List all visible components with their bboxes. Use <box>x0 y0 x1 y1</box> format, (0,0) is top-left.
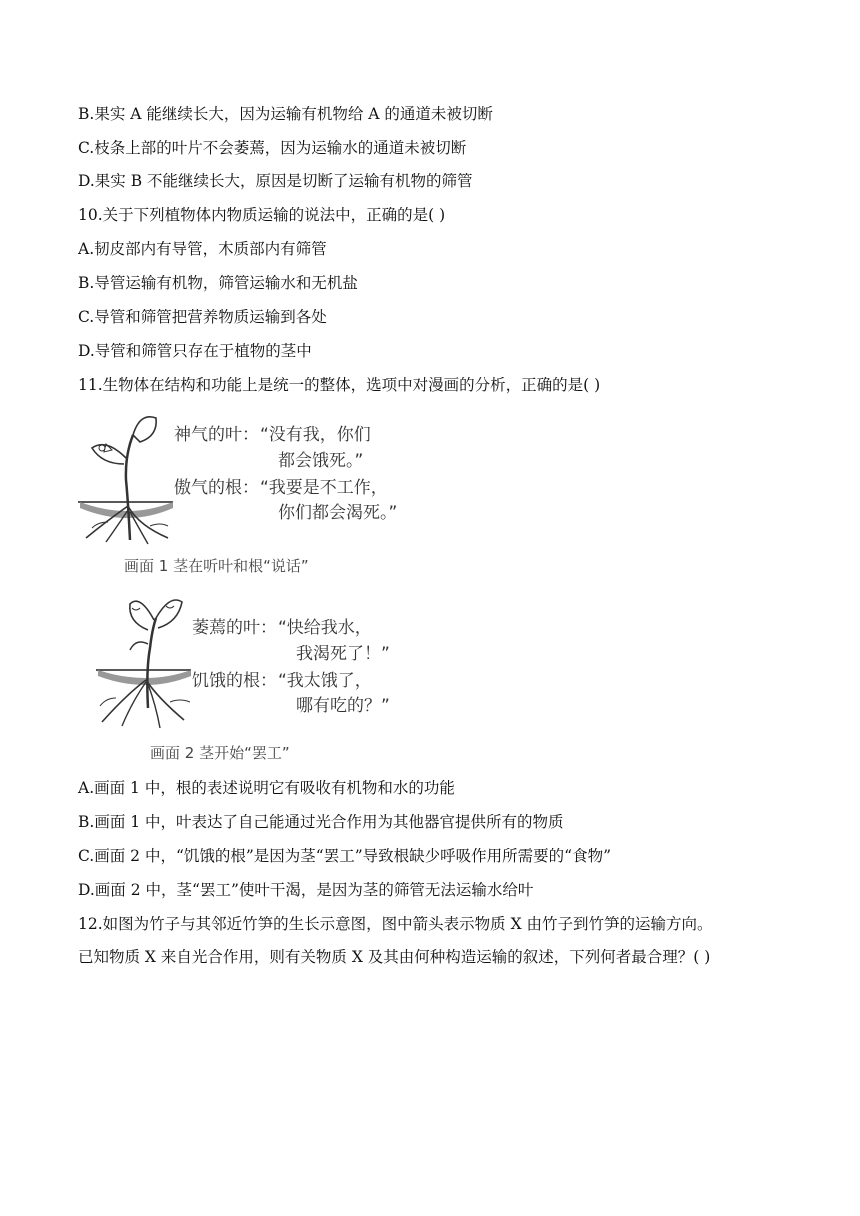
comic1-root-speaker: 傲气的根： <box>174 478 259 498</box>
q11-option-c: C.画面 2 中，“饥饿的根”是因为茎“罢工”导致根缺少呼吸作用所需要的“食物” <box>78 847 611 865</box>
comic2-leaf-speaker: 萎蔫的叶： <box>192 618 277 638</box>
comic1-root-line2: 你们都会渴死。” <box>278 503 398 523</box>
comic-panel-2 <box>96 590 496 770</box>
q10-option-a: A.韧皮部内有导管，木质部内有筛管 <box>78 240 327 258</box>
q10-option-d: D.导管和筛管只存在于植物的茎中 <box>78 342 312 360</box>
comic2-caption: 画面 2 茎开始“罢工” <box>150 744 290 762</box>
comic1-leaf-line2: 都会饿死。” <box>278 451 364 471</box>
comic-panel-1 <box>78 405 478 580</box>
comic2-leaf-line1: “快给我水， <box>278 618 372 638</box>
q11-option-a: A.画面 1 中，根的表述说明它有吸收有机物和水的功能 <box>78 779 455 797</box>
comic2-root-line1: “我太饿了， <box>278 671 372 691</box>
comic1-leaf-line1: “没有我，你们 <box>260 425 371 445</box>
q11-stem: 11.生物体在结构和功能上是统一的整体，选项中对漫画的分析，正确的是( ) <box>78 376 601 394</box>
q10-option-c: C.导管和筛管把营养物质运输到各处 <box>78 308 327 326</box>
q10-option-b: B.导管运输有机物，筛管运输水和无机盐 <box>78 274 358 292</box>
comic2-leaf-line2: 我渴死了！” <box>296 644 390 664</box>
plant-illustration-1 <box>78 410 178 545</box>
comic2-root-speaker: 饥饿的根： <box>192 671 277 691</box>
q10-stem: 10.关于下列植物体内物质运输的说法中，正确的是( ) <box>78 206 446 224</box>
comic1-root-line1: “我要是不工作， <box>260 478 388 498</box>
comic1-leaf-speaker: 神气的叶： <box>174 425 259 445</box>
q11-option-b: B.画面 1 中，叶表达了自己能通过光合作用为其他器官提供所有的物质 <box>78 813 564 831</box>
comic2-root-line2: 哪有吃的？” <box>296 696 390 716</box>
comic1-caption: 画面 1 茎在听叶和根“说话” <box>124 557 309 575</box>
q9-option-b: B.果实 A 能继续长大，因为运输有机物给 A 的通道未被切断 <box>78 105 493 123</box>
plant-illustration-2 <box>96 590 196 730</box>
q12-stem-line1: 12.如图为竹子与其邻近竹笋的生长示意图，图中箭头表示物质 X 由竹子到竹笋的运输方向。 <box>78 915 713 933</box>
q9-option-d: D.果实 B 不能继续长大，原因是切断了运输有机物的筛管 <box>78 172 473 190</box>
q11-option-d: D.画面 2 中，茎“罢工”使叶干渴，是因为茎的筛管无法运输水给叶 <box>78 881 534 899</box>
q9-option-c: C.枝条上部的叶片不会萎蔫，因为运输水的通道未被切断 <box>78 139 467 157</box>
q12-stem-line2: 已知物质 X 来自光合作用，则有关物质 X 及其由何种构造运输的叙述，下列何者最合理？( ) <box>78 948 711 966</box>
